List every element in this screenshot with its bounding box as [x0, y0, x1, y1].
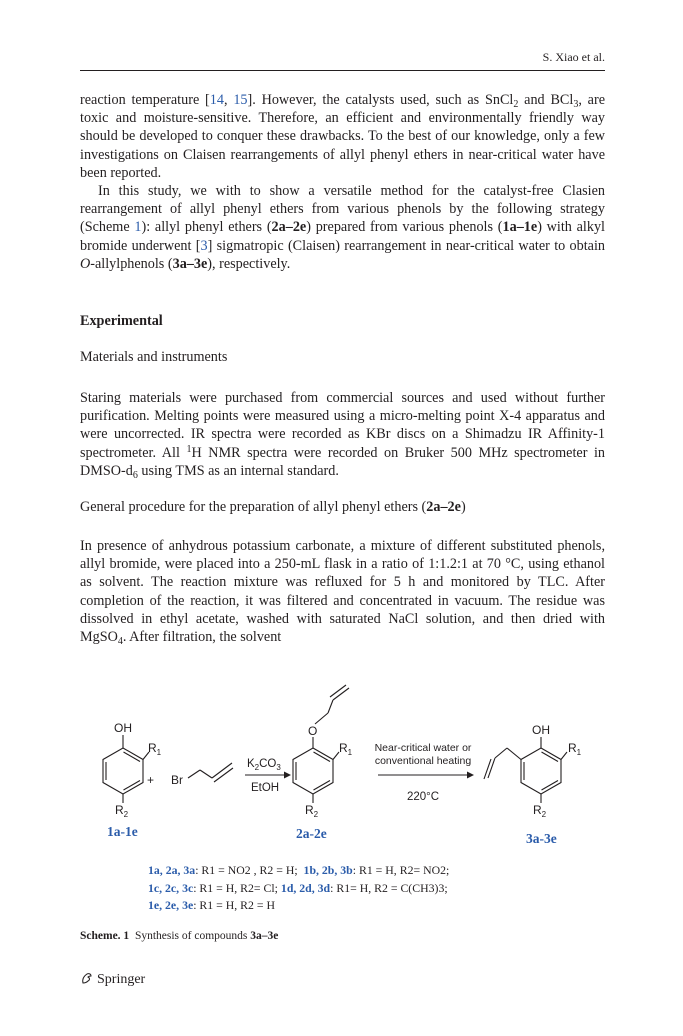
header-rule [80, 70, 605, 71]
condition-line-2: conventional heating [374, 755, 472, 767]
oh-label-3: OH [532, 723, 550, 737]
intro-paragraph-2: In this study, we with to show a versatile method for the catalyst-free Clasien rearrangement of allyl phenyl ethers from various phenols by the following strategy (Scheme 1): allyl phenyl ethers (2a–2e) prepared from various phenols (1a–1e) with alkyl bromide underwent [3] sigmatropic (Claisen) rearrangement in near-critical water to obtain O-allylphenols (3a–3e), respectively. [80, 183, 606, 272]
reagent-k2co3: $K_2CO_3$ [247, 758, 281, 772]
subsection-heading: Materials and instruments [80, 349, 228, 365]
r2-label-2: $R_2$ [305, 803, 319, 819]
reaction-scheme [80, 675, 605, 860]
r1-label-3: $R_1$ [568, 741, 582, 757]
citation-link[interactable]: 3 [200, 237, 208, 254]
r1-label-2: $R_1$ [339, 741, 353, 757]
arrow-head-2 [467, 772, 474, 779]
allyl-bromide-structure [188, 763, 233, 782]
oh-label-1: OH [114, 721, 132, 735]
running-head: S. Xiao et al. [542, 50, 605, 64]
r2-label-3: $R_2$ [533, 803, 547, 819]
materials-paragraph: Staring materials were purchased from commercial sources and used without further purification. Melting points were measured using a micro-melting point X-4 apparatus and were uncorrected. IR spectra were recorded as KBr discs on a Shimadzu IR Affinity-1 spectrometer. All $^1$H NMR spectra were recorded on Bruker 500 MHz spectrometer in DMSO-$d_6$ using TMS as an internal standard. [80, 390, 605, 481]
section-heading: Experimental [80, 313, 163, 329]
oxygen-label-2: O [308, 724, 318, 738]
r1-label-1: $R_1$ [148, 741, 162, 757]
scheme-link[interactable]: 1 [134, 219, 142, 236]
compound-label-3: 3a-3e [526, 831, 557, 846]
springer-horse-icon [80, 971, 94, 985]
compound-label-2: 2a-2e [296, 826, 327, 841]
bromine-label: Br [171, 773, 183, 787]
scheme-caption: Scheme. 1 Synthesis of compounds 3a–3e [80, 930, 279, 942]
scheme-legend: 1a, 2a, 3a: R1 = NO2 , R2 = H; 1b, 2b, 3b: R1 = H, R2= NO2; 1c, 2c, 3c: R1 = H, R2= Cl; 1d, 2d, 3d: R1= H, R2 = C(CH3)3; 1e, 2e, 3e: R1 = H, R2 = H [148, 863, 450, 913]
procedure-paragraph: In presence of anhydrous potassium carbonate, a mixture of different substituted phenols, allyl bromide, were placed into a 250-mL flask in a ratio of 1:1.2:1 at 70 °C, using ethanol as solvent. The reaction mixture was refluxed for 5 h and monitored by TLC. After completion of the reaction, it was filtered and concentrated in vacuum. The residue was dissolved in ethyl acetate, washed with saturated NaCl solution, and then dried with MgSO$_4$. After filtration, the solvent [80, 538, 605, 648]
publisher-footer: Springer [80, 971, 145, 988]
procedure-heading: General procedure for the preparation of allyl phenyl ethers (2a–2e) [80, 499, 466, 515]
solvent-etoh: EtOH [251, 782, 280, 794]
compound-1-structure [103, 735, 149, 803]
temperature-label: 220°C [406, 791, 440, 803]
citation-link[interactable]: 15 [233, 92, 248, 108]
arrow-head-1 [284, 772, 291, 779]
citation-link[interactable]: 14 [209, 92, 224, 108]
compound-label-1: 1a-1e [107, 824, 138, 839]
condition-line-1: Near-critical water or [374, 742, 472, 754]
intro-paragraph-1: reaction temperature [14, 15]. However, the catalysts used, such as SnCl$_2$ and BCl$_3$, are toxic and moisture-sensitive. Therefore, an efficient and environmentally friendly way should be developed to conquer these drawbacks. To the best of our knowledge, only a few investigations on Claisen rearrangements of allyl phenyl ethers in near-critical water have been reported. [80, 92, 606, 181]
r2-label-1: $R_2$ [115, 803, 129, 819]
compound-3-structure [484, 737, 567, 803]
plus-sign: + [147, 773, 155, 787]
